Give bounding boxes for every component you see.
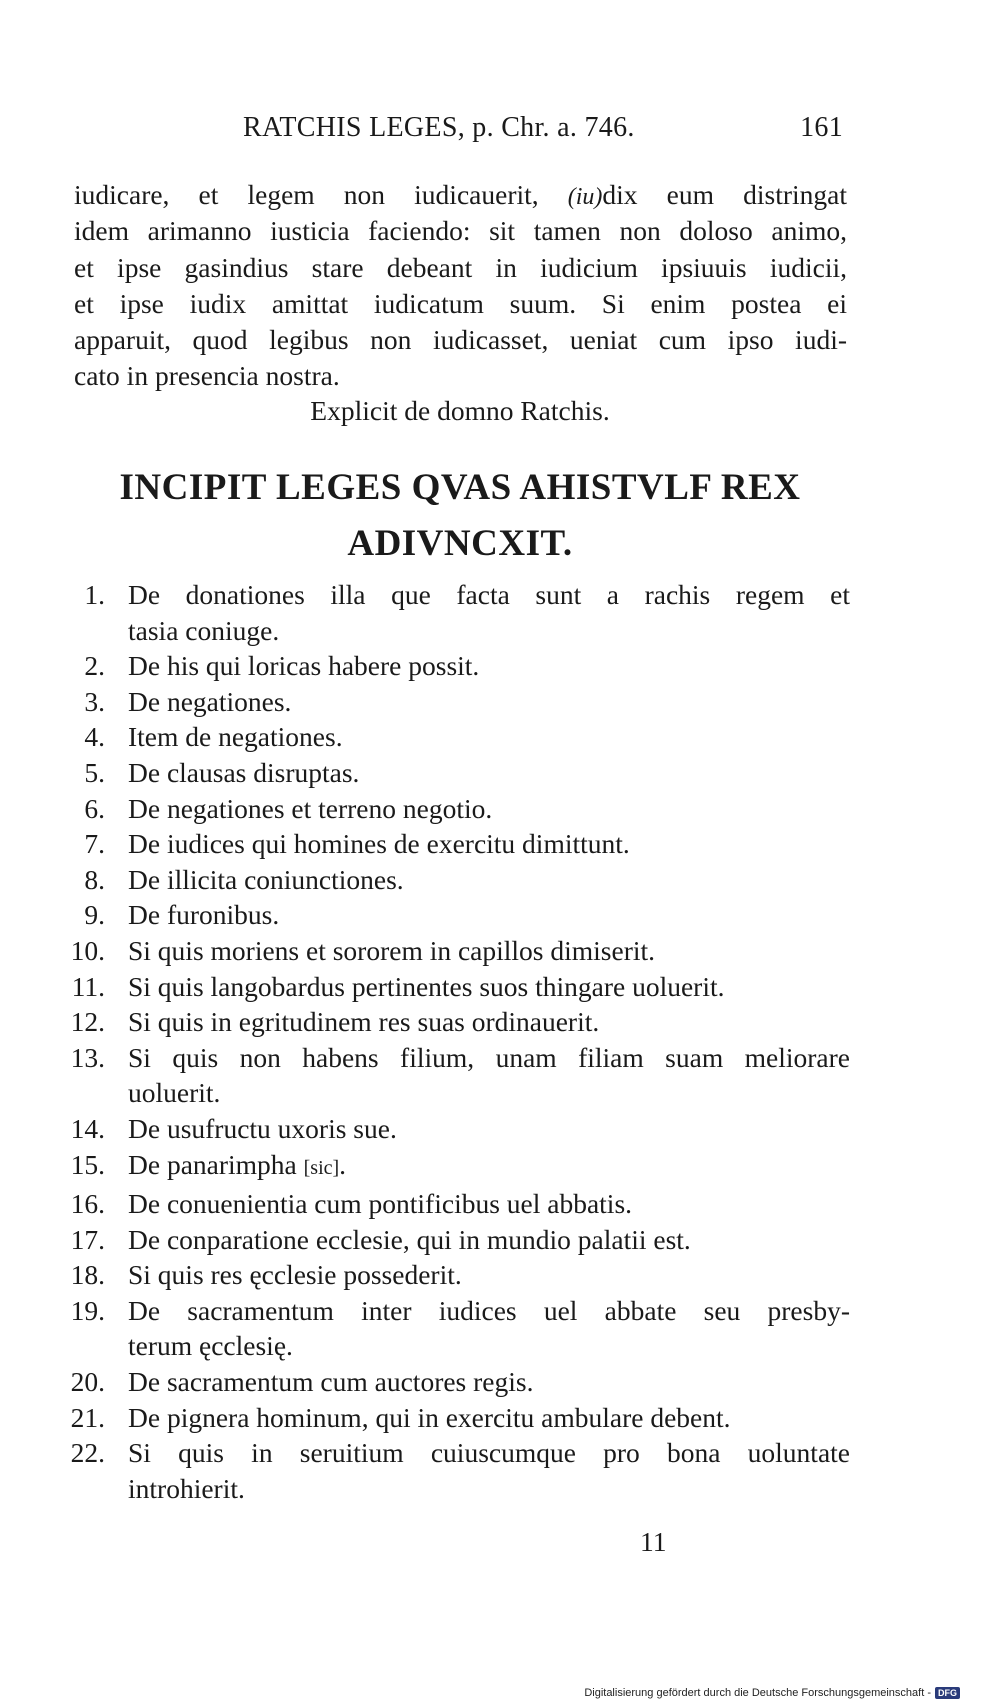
running-title: RATCHIS LEGES, p. Chr. a. 746.	[243, 112, 635, 143]
list-item-text	[128, 684, 850, 720]
list-item-text	[128, 826, 850, 862]
list-item-line: De usufructu uxoris sue.	[128, 1112, 397, 1144]
list-item-text	[128, 1040, 850, 1111]
list-item	[60, 577, 850, 648]
list-item	[60, 1364, 850, 1400]
list-item	[60, 969, 850, 1005]
list-item-number: 17.	[70, 1223, 105, 1255]
list-item-number: 19.	[70, 1294, 105, 1326]
list-item	[60, 755, 850, 791]
list-item-line: uoluerit.	[128, 1077, 221, 1109]
chapter-list	[60, 577, 850, 1506]
heading-line-2: ADIVNCXIT.	[347, 523, 573, 564]
list-item-line: Si quis non habens filium, unam filiam suam meliorare	[128, 1041, 850, 1073]
list-item-number: 3.	[84, 685, 105, 717]
list-item-line: De sacramentum cum auctores regis.	[128, 1366, 534, 1398]
list-item-line: De negationes.	[128, 685, 292, 717]
list-item-text	[128, 1147, 850, 1187]
body-line: cato in presencia nostra.	[74, 360, 340, 392]
body-paragraph	[74, 177, 847, 395]
list-item	[60, 862, 850, 898]
list-item-number: 22.	[70, 1437, 105, 1469]
dfg-logo: DFG	[935, 1687, 960, 1699]
list-item-number: 5.	[84, 756, 105, 788]
list-item	[60, 791, 850, 827]
list-item-text	[128, 791, 850, 827]
list-item-text	[128, 969, 850, 1005]
body-line: et ipse iudix amittat iudicatum suum. Si enim postea ei	[74, 287, 847, 319]
list-item-number: 1.	[84, 579, 105, 610]
list-item-text	[128, 648, 850, 684]
explicit-line: Explicit de domno Ratchis.	[310, 395, 610, 426]
list-item-line: De conparatione ecclesie, qui in mundio palatii est.	[128, 1223, 691, 1255]
list-item-text	[128, 1400, 850, 1436]
list-item-text	[128, 1364, 850, 1400]
list-item-text	[128, 862, 850, 898]
editorial-insertion: (iu)	[567, 184, 603, 210]
list-item-number: 14.	[70, 1112, 105, 1144]
list-item-line: Si quis in egritudinem res suas ordinauerit.	[128, 1006, 600, 1038]
list-item-text	[128, 719, 850, 755]
list-item-text	[128, 1257, 850, 1293]
body-line: idem arimanno iusticia faciendo: sit tamen non doloso animo,	[74, 215, 847, 247]
list-item-line: De panarimpha [sic].	[128, 1148, 347, 1180]
list-item	[60, 1040, 850, 1111]
list-item-number: 21.	[70, 1401, 105, 1433]
list-item-line: De conuenientia cum pontificibus uel abbatis.	[128, 1188, 633, 1220]
list-item-line: terum ęcclesię.	[128, 1330, 293, 1362]
list-item	[60, 933, 850, 969]
list-item	[60, 1186, 850, 1222]
page-number: 161	[800, 112, 843, 143]
list-item	[60, 1257, 850, 1293]
list-item-text	[128, 933, 850, 969]
body-line: et ipse gasindius stare debeant in iudicium ipsiuuis iudicii,	[74, 251, 847, 283]
list-item-text	[128, 1435, 850, 1506]
list-item	[60, 1111, 850, 1147]
list-item-text	[128, 1111, 850, 1147]
body-text-fragment: iudicare, et legem non iudicauerit,	[74, 179, 568, 210]
list-item-text	[128, 1004, 850, 1040]
list-item-text	[128, 1186, 850, 1222]
digitization-note	[584, 1687, 960, 1699]
list-item-text	[128, 897, 850, 933]
list-item	[60, 1004, 850, 1040]
list-item	[60, 1147, 850, 1187]
list-item-number: 20.	[70, 1366, 105, 1398]
list-item	[60, 648, 850, 684]
list-item-number: 8.	[84, 863, 105, 895]
sic-marker: [sic]	[303, 1156, 340, 1179]
list-item-line: Si quis moriens et sororem in capillos dimiserit.	[128, 934, 656, 966]
list-item-text	[128, 1293, 850, 1364]
list-item-line: De pignera hominum, qui in exercitu ambulare debent.	[128, 1401, 731, 1433]
list-item-line: De his qui loricas habere possit.	[128, 650, 480, 682]
signature-mark: 11	[640, 1526, 667, 1557]
digitization-text: Digitalisierung gefördert durch die Deutsche Forschungsgemeinschaft -	[584, 1687, 931, 1699]
list-item-number: 2.	[84, 650, 105, 682]
list-item-text	[128, 755, 850, 791]
list-item-line: Si quis langobardus pertinentes suos thingare uoluerit.	[128, 970, 725, 1002]
list-item-line: De donationes illa que facta sunt a rachis regem et	[128, 579, 850, 610]
list-item-number: 12.	[70, 1006, 105, 1038]
list-item	[60, 1435, 850, 1506]
list-item	[60, 1222, 850, 1258]
list-item-line: De iudices qui homines de exercitu dimittunt.	[128, 828, 630, 860]
list-item-number: 10.	[70, 934, 105, 966]
list-item-line: De sacramentum inter iudices uel abbate seu presby-	[128, 1294, 850, 1326]
list-item-line: De negationes et terreno negotio.	[128, 792, 493, 824]
list-item-line: Item de negationes.	[128, 721, 343, 753]
list-item-line: De clausas disruptas.	[128, 756, 360, 788]
body-text-fragment: dix eum distringat	[602, 179, 847, 210]
list-item-line: De illicita coniunctiones.	[128, 863, 404, 895]
list-item-line: Si quis in seruitium cuiuscumque pro bona uoluntate	[128, 1437, 850, 1469]
list-item-number: 16.	[70, 1188, 105, 1220]
list-item-number: 7.	[84, 828, 105, 860]
body-line	[74, 177, 847, 213]
list-item-number: 9.	[84, 899, 105, 931]
list-item-text	[128, 1222, 850, 1258]
list-item	[60, 719, 850, 755]
list-item	[60, 897, 850, 933]
list-item-line: introhierit.	[128, 1472, 245, 1504]
section-heading	[60, 460, 860, 572]
list-item-number: 4.	[84, 721, 105, 753]
list-item	[60, 1293, 850, 1364]
list-item-number: 18.	[70, 1259, 105, 1291]
list-item	[60, 684, 850, 720]
list-item	[60, 826, 850, 862]
list-item	[60, 1400, 850, 1436]
list-item-line: tasia coniuge.	[128, 614, 280, 646]
list-item-number: 6.	[84, 792, 105, 824]
body-line: apparuit, quod legibus non iudicasset, ueniat cum ipso iudi-	[74, 324, 847, 356]
list-item-text	[128, 577, 850, 648]
heading-line-1: INCIPIT LEGES QVAS AHISTVLF REX	[119, 467, 801, 508]
list-item-number: 15.	[70, 1148, 105, 1180]
list-item-line: De furonibus.	[128, 899, 280, 931]
list-item-line: Si quis res ęcclesie possederit.	[128, 1259, 462, 1291]
list-item-number: 11.	[71, 970, 105, 1002]
list-item-number: 13.	[70, 1041, 105, 1073]
